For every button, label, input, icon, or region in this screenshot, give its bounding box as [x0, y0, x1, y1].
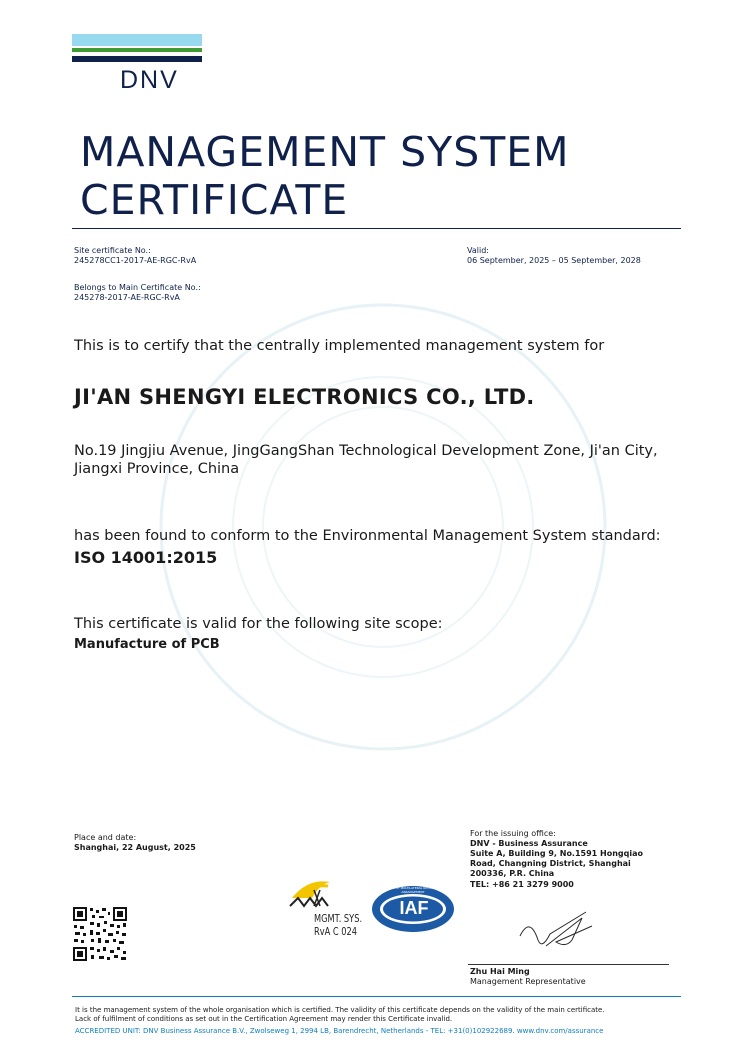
- signature-rule: [468, 964, 669, 965]
- dnv-logo-sky-bar: [72, 34, 202, 46]
- signatory-role: Management Representative: [470, 977, 586, 986]
- signature-image: [516, 906, 596, 956]
- issuer-line1: DNV - Business Assurance: [470, 839, 588, 848]
- valid-label: Valid:: [467, 246, 489, 255]
- footer-line1: It is the management system of the whole organisation which is certified. The validity of this certificate depends on the validity of the main certificate.: [75, 1006, 605, 1014]
- certificate-title-line1: MANAGEMENT SYSTEM: [80, 128, 570, 176]
- issuer-line3: Road, Changning District, Shanghai: [470, 859, 631, 868]
- scope-text: Manufacture of PCB: [74, 637, 220, 652]
- iaf-logo-text: IAF: [399, 898, 429, 918]
- valid-range: 06 September, 2025 – 05 September, 2028: [467, 256, 641, 265]
- company-name: JI'AN SHENGYI ELECTRONICS CO., LTD.: [74, 385, 535, 409]
- qr-code: [72, 906, 128, 962]
- place-label: Place and date:: [74, 833, 137, 842]
- site-certificate-label: Site certificate No.:: [74, 246, 151, 255]
- issuer-line2: Suite A, Building 9, No.1591 Hongqiao: [470, 849, 643, 858]
- issuer-line5: TEL: +86 21 3279 9000: [470, 880, 574, 889]
- issuer-label: For the issuing office:: [470, 829, 556, 838]
- dnv-logo-navy-bar: [72, 56, 202, 62]
- title-divider: [72, 228, 681, 229]
- address-line2: Jiangxi Province, China: [74, 461, 240, 477]
- footer-divider: [72, 996, 681, 997]
- place-value: Shanghai, 22 August, 2025: [74, 843, 196, 852]
- main-certificate-label: Belongs to Main Certificate No.:: [74, 283, 201, 292]
- certificate-title-line2: CERTIFICATE: [80, 176, 349, 224]
- footer-accreditation: ACCREDITED UNIT: DNV Business Assurance B.V., Zwolseweg 1, 2994 LB, Barendrecht, Netherlands - TEL: +31(0)102922689. www.dnv.com/assurance: [75, 1027, 604, 1035]
- dnv-logo-text: DNV: [120, 66, 179, 94]
- iaf-ring-text: MEMBER OF MULTILATERAL RECOGNITION ARRANGEMENT: [381, 886, 445, 894]
- scope-intro: This certificate is valid for the following site scope:: [74, 616, 443, 632]
- rva-mark-line1: MGMT. SYS.: [314, 912, 363, 925]
- footer-line2: Lack of fulfilment of conditions as set out in the Certification Agreement may render this Certificate invalid.: [75, 1015, 453, 1023]
- site-certificate-number: 245278CC1-2017-AE-RGC-RvA: [74, 256, 197, 265]
- issuer-line4: 200336, P.R. China: [470, 869, 555, 878]
- signatory-name: Zhu Hai Ming: [470, 967, 530, 976]
- certify-intro: This is to certify that the centrally implemented management system for: [74, 338, 605, 354]
- iso-standard: ISO 14001:2015: [74, 548, 218, 567]
- conform-text: has been found to conform to the Environmental Management System standard:: [74, 528, 661, 544]
- address-line1: No.19 Jingjiu Avenue, JingGangShan Technological Development Zone, Ji'an City,: [74, 443, 658, 459]
- rva-mark-line2: RvA C 024: [314, 925, 358, 938]
- dnv-logo-green-bar: [72, 48, 202, 52]
- main-certificate-number: 245278-2017-AE-RGC-RvA: [74, 293, 180, 302]
